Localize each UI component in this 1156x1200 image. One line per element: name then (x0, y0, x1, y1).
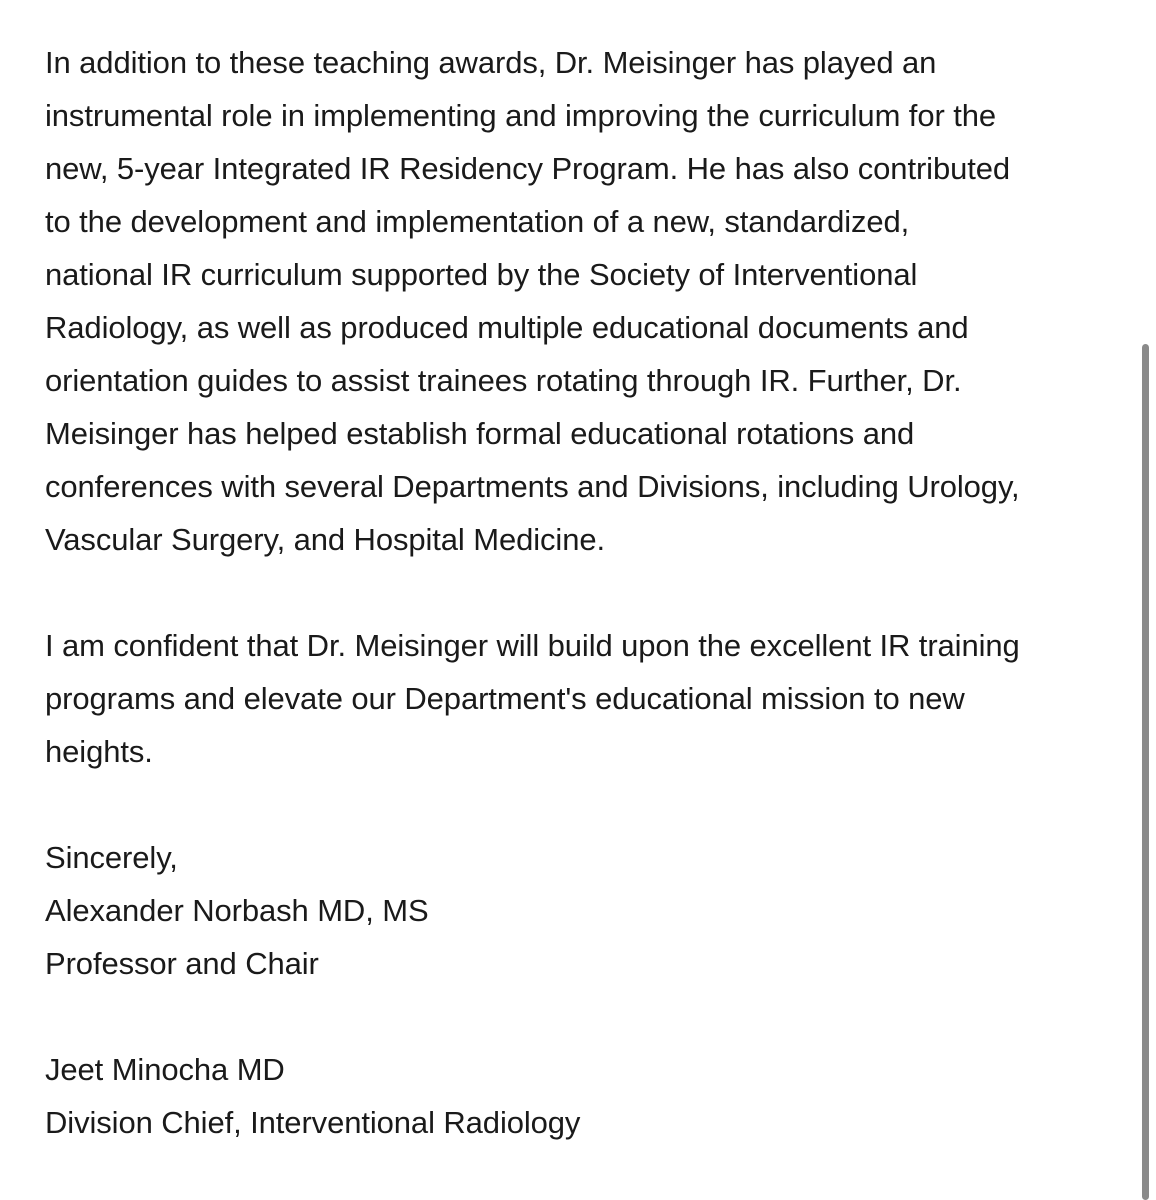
signature-block-1 (45, 831, 1130, 990)
text-line: I am confident that Dr. Meisinger will build upon the excellent IR training (45, 628, 1020, 663)
vertical-scrollbar[interactable] (1136, 0, 1156, 1200)
signer-title: Professor and Chair (45, 946, 319, 981)
text-line: national IR curriculum supported by the Society of Interventional (45, 257, 918, 292)
text-line: Meisinger has helped establish formal educational rotations and (45, 416, 915, 451)
text-line: conferences with several Departments and Divisions, including Urology, (45, 469, 1020, 504)
text-line: orientation guides to assist trainees rotating through IR. Further, Dr. (45, 363, 962, 398)
signer-name: Alexander Norbash MD, MS (45, 893, 429, 928)
text-line: In addition to these teaching awards, Dr. Meisinger has played an (45, 45, 937, 80)
paragraph-spacer (45, 778, 1130, 831)
signature-block-2 (45, 1043, 1130, 1149)
closing-salutation: Sincerely, (45, 840, 178, 875)
text-line: to the development and implementation of a new, standardized, (45, 204, 910, 239)
scrollbar-thumb[interactable] (1142, 344, 1149, 1200)
paragraph-confidence (45, 619, 1130, 778)
paragraph-spacer (45, 566, 1130, 619)
text-line: Vascular Surgery, and Hospital Medicine. (45, 522, 606, 557)
text-line: heights. (45, 734, 153, 769)
signer-title: Division Chief, Interventional Radiology (45, 1105, 581, 1140)
text-line: Radiology, as well as produced multiple educational documents and (45, 310, 969, 345)
text-line: new, 5-year Integrated IR Residency Program. He has also contributed (45, 151, 1011, 186)
paragraph-teaching-contributions (45, 36, 1130, 566)
paragraph-spacer (45, 990, 1130, 1043)
signer-name: Jeet Minocha MD (45, 1052, 285, 1087)
text-line: instrumental role in implementing and improving the curriculum for the (45, 98, 996, 133)
text-line: programs and elevate our Department's educational mission to new (45, 681, 965, 716)
letter-body (45, 36, 1130, 1149)
